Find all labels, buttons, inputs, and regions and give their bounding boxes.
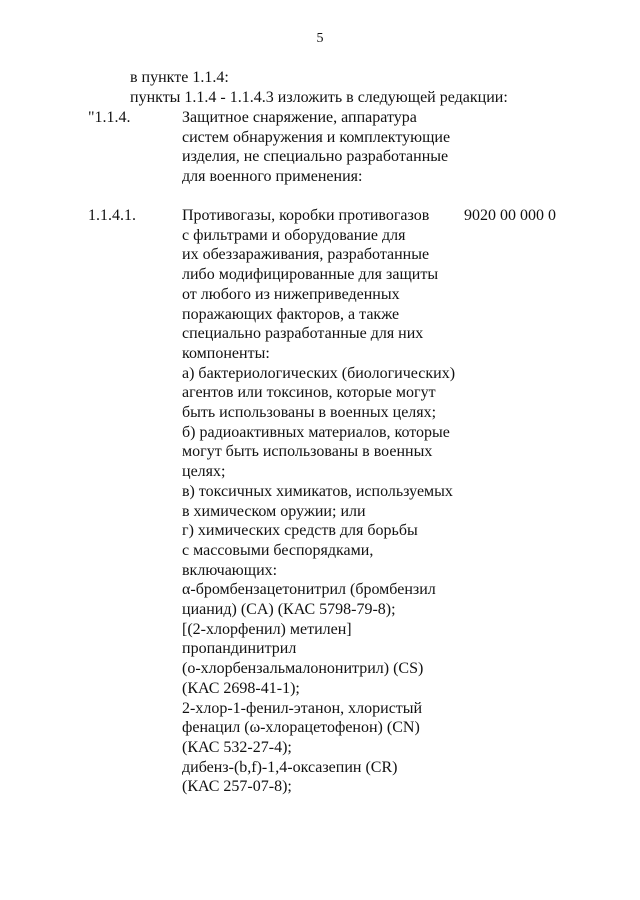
section-1-1-4-1-line: дибенз-(b,f)-1,4-оксазепин (CR) — [182, 758, 398, 776]
section-1-1-4-1-line: г) химических средств для борьбы — [182, 522, 418, 540]
section-1-1-4-1-line: (КАС 2698-41-1); — [182, 679, 300, 697]
section-1-1-4-text — [182, 108, 450, 187]
customs-code: 9020 00 000 0 — [464, 207, 556, 224]
section-1-1-4-1-line: (о-хлорбензальмалононитрил) (CS) — [182, 660, 424, 678]
section-1-1-4-1-line: (КАС 532-27-4); — [182, 738, 292, 756]
intro-text — [130, 68, 508, 108]
section-1-1-4-number: "1.1.4. — [88, 109, 131, 126]
section-1-1-4-1-line: либо модифицированные для защиты — [182, 266, 439, 284]
section-1-1-4-1-line: агентов или токсинов, которые могут — [182, 384, 436, 402]
section-1-1-4-1-line: целях; — [182, 463, 226, 481]
section-1-1-4-1-line: б) радиоактивных материалов, которые — [182, 423, 450, 441]
section-1-1-4-1-line: в химическом оружии; или — [182, 502, 366, 520]
page-number: 5 — [316, 31, 324, 46]
section-1-1-4-1-line: с фильтрами и оборудование для — [182, 226, 406, 244]
section-1-1-4-1-line: компоненты: — [182, 344, 270, 362]
section-1-1-4-1-line: фенацил (ω-хлорацетофенон) (CN) — [182, 719, 420, 737]
intro-line-2: пункты 1.1.4 - 1.1.4.3 изложить в следующей редакции: — [130, 89, 508, 106]
section-1-1-4-1-line: α-бромбензацетонитрил (бромбензил — [182, 581, 436, 599]
section-1-1-4-1-line: могут быть использованы в военных — [182, 443, 433, 461]
section-1-1-4-1-line: их обеззараживания, разработанные — [182, 246, 430, 264]
intro-line-1: в пункте 1.1.4: — [130, 69, 229, 86]
section-1-1-4-1-line: поражающих факторов, а также — [182, 305, 400, 323]
section-1-1-4-1-text — [182, 206, 455, 797]
section-1-1-4-1-line: быть использованы в военных целях; — [182, 404, 437, 422]
section-1-1-4-1-line: в) токсичных химикатов, используемых — [182, 482, 453, 500]
section-1-1-4-1-line: специально разработанные для них — [182, 325, 424, 343]
section-1-1-4-1-line: от любого из нижеприведенных — [182, 285, 400, 303]
section-1-1-4-1-line: Противогазы, коробки противогазов — [182, 207, 430, 224]
section-1-1-4-line: Защитное снаряжение, аппаратура — [182, 109, 417, 126]
section-1-1-4-1-line: цианид) (CA) (КАС 5798-79-8); — [182, 601, 396, 619]
section-1-1-4-1-line: а) бактериологических (биологических) — [182, 364, 456, 382]
section-1-1-4-line: систем обнаружения и комплектующие — [182, 128, 451, 146]
section-1-1-4-line: для военного применения: — [182, 168, 363, 186]
section-1-1-4-line: изделия, не специально разработанные — [182, 148, 449, 166]
section-1-1-4-1-line: [(2-хлорфенил) метилен] — [182, 620, 352, 638]
section-1-1-4-1-line: 2-хлор-1-фенил-этанон, хлористый — [182, 699, 423, 717]
section-1-1-4-1-line: (КАС 257-07-8); — [182, 778, 292, 796]
section-1-1-4-1-line: включающих: — [182, 561, 278, 579]
section-1-1-4-1-line: с массовыми беспорядками, — [182, 541, 374, 559]
section-1-1-4-1-number: 1.1.4.1. — [88, 207, 136, 224]
section-1-1-4-1-line: пропандинитрил — [182, 640, 297, 658]
